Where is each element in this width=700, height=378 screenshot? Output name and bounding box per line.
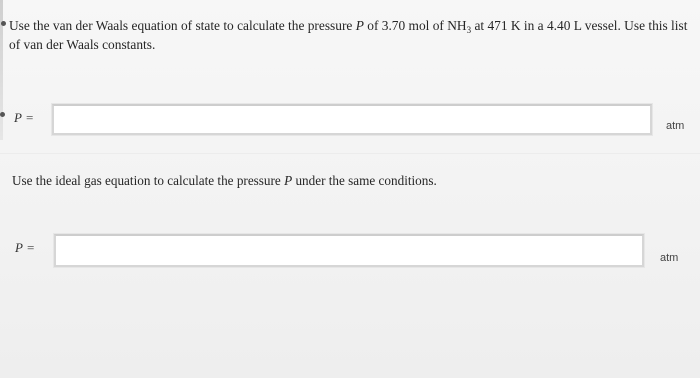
ideal-unit-label: atm: [660, 252, 679, 264]
section-divider: [0, 153, 700, 154]
question-text-part4: of van der Waals constants.: [9, 37, 156, 52]
question-bullet-icon: [1, 21, 6, 26]
question-text-part1: Use the van der Waals equation of state to calculate the pressure: [9, 18, 353, 33]
pressure-variable: P: [355, 18, 364, 33]
ideal-pressure-label: P =: [15, 240, 35, 255]
vdw-unit-label: atm: [666, 120, 685, 132]
vdw-pressure-input[interactable]: [52, 104, 652, 135]
vdw-pressure-label: P =: [14, 110, 34, 125]
nh3-subscript: 3: [466, 25, 472, 35]
ideal-gas-instruction: Use the ideal gas equation to calculate the pressure P under the same conditions.: [12, 173, 437, 188]
question-text-part2: of 3.70 mol of NH: [367, 18, 467, 33]
question-text-part3: at 471 K in a 4.40 L vessel. Use this list: [474, 18, 688, 33]
pressure-variable-2: P: [284, 173, 293, 188]
question-text: [9, 16, 694, 54]
ideal-pressure-input[interactable]: [54, 234, 644, 267]
answer-bullet-icon: [0, 112, 5, 117]
